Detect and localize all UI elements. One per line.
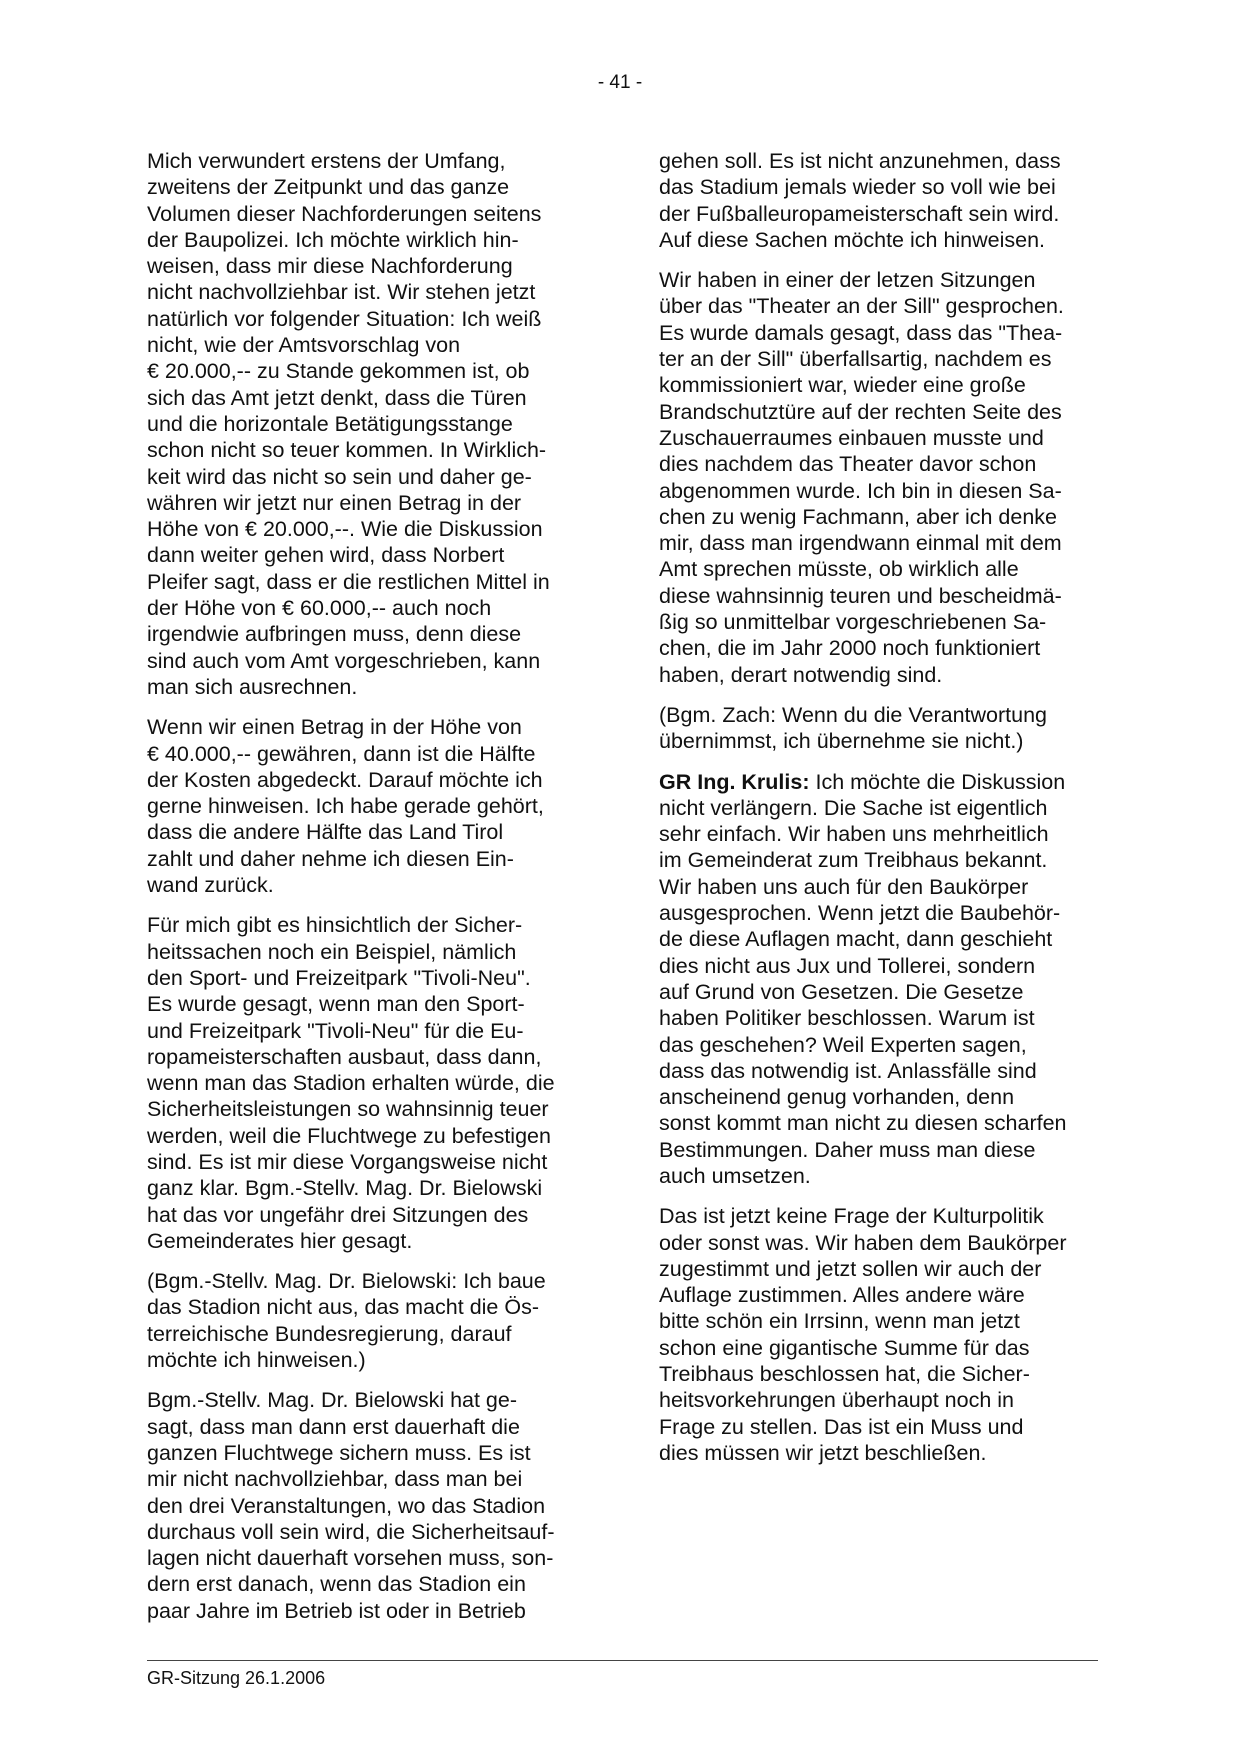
text-line: diese wahnsinnig teuren und bescheidmä- — [659, 583, 1062, 608]
text-line: irgendwie aufbringen muss, denn diese — [147, 622, 522, 647]
text-line: Mich verwundert erstens der Umfang, — [147, 149, 506, 173]
text-line: Volumen dieser Nachforderungen seitens — [147, 201, 542, 226]
paragraph — [659, 267, 1101, 688]
text-line: dern erst danach, wenn das Stadion ein — [147, 1572, 526, 1597]
text-line — [659, 769, 1101, 795]
text-line: chen, die im Jahr 2000 noch funktioniert — [659, 636, 1041, 661]
text-line: anscheinend genug vorhanden, denn — [659, 1085, 1015, 1110]
text-line: sind auch vom Amt vorgeschrieben, kann — [147, 648, 541, 673]
text-line: werden, weil die Fluchtwege zu befestigen — [147, 1123, 551, 1148]
text-line: dann weiter gehen wird, dass Norbert — [147, 543, 505, 568]
text-line: auch umsetzen. — [659, 1163, 811, 1188]
text-line: das Stadion nicht aus, das macht die Ös- — [147, 1295, 539, 1320]
text-line: sich das Amt jetzt denkt, dass die Türen — [147, 385, 527, 410]
text-line: der Höhe von € 60.000,-- auch noch — [147, 596, 492, 621]
text-line: möchte ich hinweisen.) — [147, 1348, 366, 1373]
text-line: sehr einfach. Wir haben uns mehrheitlich — [659, 822, 1049, 847]
text-line: lagen nicht dauerhaft vorsehen muss, son- — [147, 1546, 554, 1571]
speaker-name: GR Ing. Krulis: — [659, 769, 810, 794]
right-column — [659, 148, 1101, 1480]
text-line: zugestimmt und jetzt sollen wir auch der — [659, 1256, 1042, 1281]
text-line: haben Politiker beschlossen. Warum ist — [659, 1006, 1035, 1031]
text-line: man sich ausrechnen. — [147, 674, 358, 699]
text-line: Es wurde damals gesagt, dass das "Thea- — [659, 320, 1063, 345]
text-line: Höhe von € 20.000,--. Wie die Diskussion — [147, 517, 543, 542]
text-line: übernimmst, ich übernehme sie nicht.) — [659, 729, 1024, 754]
text-line: Das ist jetzt keine Frage der Kulturpolitik — [659, 1204, 1044, 1229]
text-line: weisen, dass mir diese Nachforderung — [147, 254, 513, 279]
text-line: kommissioniert war, wieder eine große — [659, 373, 1026, 398]
text-line: paar Jahre im Betrieb ist oder in Betrieb — [147, 1598, 526, 1623]
text-line: im Gemeinderat zum Treibhaus bekannt. — [659, 848, 1048, 873]
text-line: ausgesprochen. Wenn jetzt die Baubehör- — [659, 901, 1061, 926]
text-line: de diese Auflagen macht, dann geschieht — [659, 927, 1053, 952]
paragraph — [147, 1387, 589, 1624]
text-line: Bestimmungen. Daher muss man diese — [659, 1137, 1036, 1162]
speaker-first-line: Ich möchte die Diskussion — [809, 769, 1066, 794]
text-line: terreichische Bundesregierung, darauf — [147, 1321, 512, 1346]
text-line: durchaus voll sein wird, die Sicherheitsauf- — [147, 1519, 555, 1544]
text-line: schon eine gigantische Summe für das — [659, 1335, 1030, 1360]
text-line: wand zurück. — [147, 873, 274, 898]
text-line: dies nicht aus Jux und Tollerei, sondern — [659, 953, 1036, 978]
paragraph — [147, 912, 589, 1254]
text-line: haben, derart notwendig sind. — [659, 662, 943, 687]
text-line: chen zu wenig Fachmann, aber ich denke — [659, 504, 1057, 529]
text-line: nicht verlängern. Die Sache ist eigentlich — [659, 795, 1048, 820]
text-line: Pleifer sagt, dass er die restlichen Mittel in — [147, 569, 550, 594]
text-line: abgenommen wurde. Ich bin in diesen Sa- — [659, 478, 1062, 503]
text-line: keit wird das nicht so sein und daher ge- — [147, 464, 532, 489]
text-line: ßig so unmittelbar vorgeschriebenen Sa- — [659, 610, 1047, 635]
text-line: bitte schön ein Irrsinn, wenn man jetzt — [659, 1309, 1020, 1334]
paragraph — [659, 148, 1101, 253]
page-number: - 41 - — [597, 72, 643, 93]
text-line: Gemeinderates hier gesagt. — [147, 1228, 413, 1253]
text-line: ganzen Fluchtwege sichern muss. Es ist — [147, 1440, 531, 1465]
footer-divider — [147, 1660, 1098, 1661]
text-line: das geschehen? Weil Experten sagen, — [659, 1032, 1027, 1057]
footer-session-date: GR-Sitzung 26.1.2006 — [147, 1668, 326, 1688]
text-line: (Bgm. Zach: Wenn du die Verantwortung — [659, 702, 1048, 727]
text-line: Für mich gibt es hinsichtlich der Sicher- — [147, 913, 523, 938]
text-line: heitsvorkehrungen überhaupt noch in — [659, 1388, 1015, 1413]
text-line: Treibhaus beschlossen hat, die Sicher- — [659, 1362, 1030, 1387]
text-line: (Bgm.-Stellv. Mag. Dr. Bielowski: Ich baue — [147, 1269, 546, 1294]
text-line: dies nachdem das Theater davor schon — [659, 452, 1037, 477]
text-line: sagt, dass man dann erst dauerhaft die — [147, 1414, 520, 1439]
text-line: zweitens der Zeitpunkt und das ganze — [147, 175, 510, 200]
text-line: das Stadium jemals wieder so voll wie bei — [659, 175, 1056, 200]
text-line: mir nicht nachvollziehbar, dass man bei — [147, 1467, 523, 1492]
text-line: hat das vor ungefähr drei Sitzungen des — [147, 1202, 529, 1227]
text-line: Bgm.-Stellv. Mag. Dr. Bielowski hat ge- — [147, 1388, 518, 1413]
paragraph — [659, 1203, 1101, 1466]
text-line: mir, dass man irgendwann einmal mit dem — [659, 531, 1062, 556]
text-line: Auflage zustimmen. Alles andere wäre — [659, 1283, 1025, 1308]
speaker-paragraph — [659, 769, 1101, 1190]
text-line: Frage zu stellen. Das ist ein Muss und — [659, 1414, 1024, 1439]
text-line: den drei Veranstaltungen, wo das Stadion — [147, 1493, 546, 1518]
text-line: sind. Es ist mir diese Vorgangsweise nicht — [147, 1149, 548, 1174]
text-line: wenn man das Stadion erhalten würde, die — [147, 1071, 555, 1096]
text-line: € 20.000,-- zu Stande gekommen ist, ob — [147, 359, 530, 384]
text-line: Wenn wir einen Betrag in der Höhe von — [147, 715, 522, 740]
text-line: währen wir jetzt nur einen Betrag in der — [147, 490, 522, 515]
text-line: sonst kommt man nicht zu diesen scharfen — [659, 1111, 1067, 1136]
paragraph — [147, 148, 589, 700]
text-line: der Kosten abgedeckt. Darauf möchte ich — [147, 767, 543, 792]
text-line: ropameisterschaften ausbaut, dass dann, — [147, 1044, 542, 1069]
text-line: heitssachen noch ein Beispiel, nämlich — [147, 939, 517, 964]
text-line: und die horizontale Betätigungsstange — [147, 411, 513, 436]
text-line: den Sport- und Freizeitpark "Tivoli-Neu". — [147, 965, 531, 990]
text-line: über das "Theater an der Sill" gesprochen. — [659, 294, 1064, 319]
text-line: ter an der Sill" überfallsartig, nachdem es — [659, 347, 1052, 372]
text-line: Auf diese Sachen möchte ich hinweisen. — [659, 227, 1046, 252]
text-line: Zuschauerraumes einbauen musste und — [659, 425, 1044, 450]
text-line: gehen soll. Es ist nicht anzunehmen, dass — [659, 149, 1061, 173]
text-line: dass die andere Hälfte das Land Tirol — [147, 820, 504, 845]
text-line: Wir haben in einer der letzen Sitzungen — [659, 268, 1036, 293]
text-line: nicht, wie der Amtsvorschlag von — [147, 333, 461, 358]
text-line: Brandschutztüre auf der rechten Seite des — [659, 399, 1062, 424]
text-line: zahlt und daher nehme ich diesen Ein- — [147, 846, 514, 871]
text-line: natürlich vor folgender Situation: Ich weiß — [147, 306, 542, 331]
text-line: Es wurde gesagt, wenn man den Sport- — [147, 992, 525, 1017]
interjection-paragraph — [659, 702, 1101, 755]
text-line: dass das notwendig ist. Anlassfälle sind — [659, 1058, 1037, 1083]
text-line: und Freizeitpark "Tivoli-Neu" für die Eu- — [147, 1018, 524, 1043]
text-line: der Baupolizei. Ich möchte wirklich hin- — [147, 227, 519, 252]
text-line: nicht nachvollziehbar ist. Wir stehen jetzt — [147, 280, 536, 305]
text-line: dies müssen wir jetzt beschließen. — [659, 1440, 987, 1465]
text-line: Amt sprechen müsste, ob wirklich alle — [659, 557, 1019, 582]
text-line: schon nicht so teuer kommen. In Wirklich- — [147, 438, 547, 463]
text-line: € 40.000,-- gewähren, dann ist die Hälfte — [147, 741, 536, 766]
interjection-paragraph — [147, 1268, 589, 1373]
paragraph — [147, 714, 589, 898]
left-column — [147, 148, 589, 1638]
text-line: auf Grund von Gesetzen. Die Gesetze — [659, 979, 1024, 1004]
text-line: oder sonst was. Wir haben dem Baukörper — [659, 1230, 1067, 1255]
text-line: gerne hinweisen. Ich habe gerade gehört, — [147, 794, 544, 819]
text-line: der Fußballeuropameisterschaft sein wird. — [659, 201, 1060, 226]
text-line: Sicherheitsleistungen so wahnsinnig teuer — [147, 1097, 549, 1122]
text-line: ganz klar. Bgm.-Stellv. Mag. Dr. Bielowski — [147, 1176, 543, 1201]
text-line: Wir haben uns auch für den Baukörper — [659, 874, 1029, 899]
